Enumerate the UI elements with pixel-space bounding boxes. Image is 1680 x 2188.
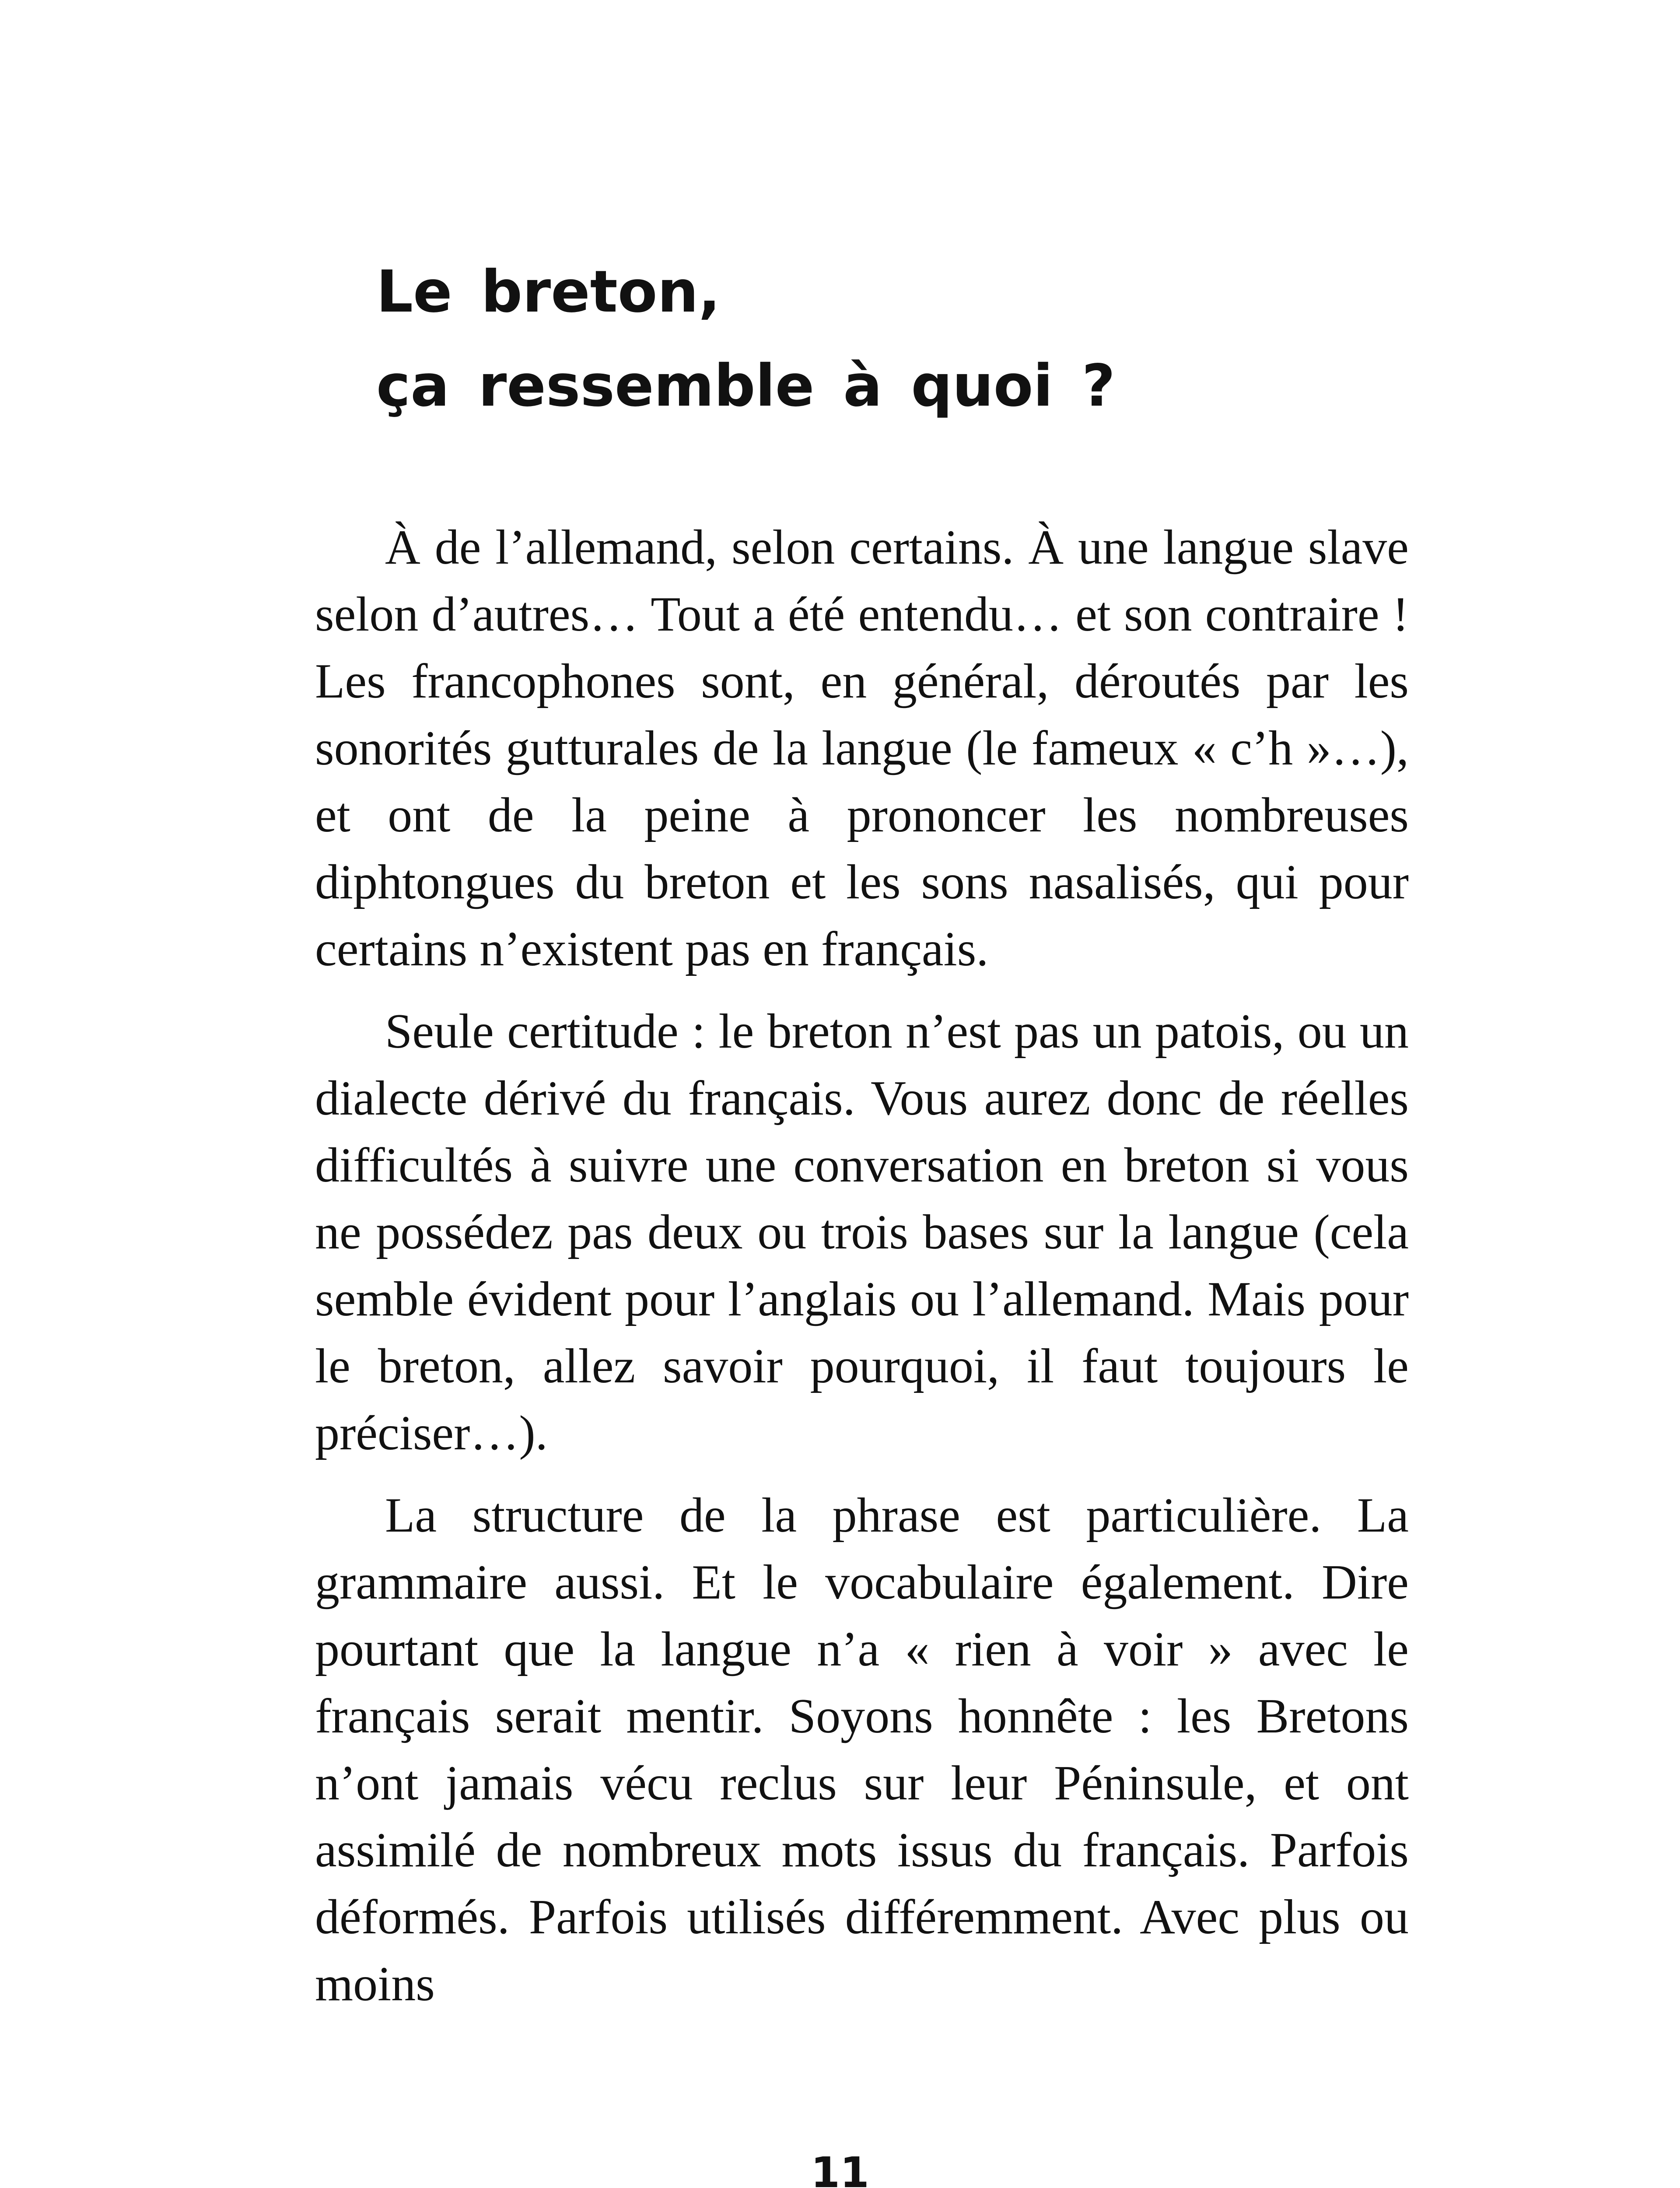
body-text	[315, 514, 1409, 2033]
paragraph-2: Seule certitude : le breton n’est pas un patois, ou un dialecte dérivé du français. Vous aurez donc de réelles difficultés à suivre une conversation en breton si vous ne possédez pas deux ou trois bases sur la langue (cela semble évident pour l’anglais ou l’allemand. Mais pour le breton, allez savoir pourquoi, il faut toujours le préciser…).	[315, 1004, 1409, 1460]
chapter-heading-line-2: ça ressemble à quoi ?	[376, 352, 1116, 420]
chapter-heading	[376, 245, 1382, 433]
page-number: 11	[811, 2148, 869, 2188]
chapter-heading-line-1: Le breton,	[376, 258, 721, 326]
paragraph-1: À de l’allemand, selon certains. À une langue slave selon d’autres… Tout a été entendu… et son contraire ! Les francophones sont, en général, déroutés par les sonorités gutturales de la langue (le fameux « c’h »…), et ont de la peine à prononcer les nombreuses diphtongues du breton et les sons nasalisés, qui pour certains n’existent pas en français.	[315, 520, 1409, 976]
paragraph-3: La structure de la phrase est particulière. La grammaire aussi. Et le vocabulaire également. Dire pourtant que la langue n’a « rien à voir » avec le français serait mentir. Soyons honnête : les Bretons n’ont jamais vécu reclus sur leur Péninsule, et ont assimilé de nombreux mots issus du français. Parfois déformés. Parfois utilisés différemment. Avec plus ou moins	[315, 1488, 1409, 2011]
